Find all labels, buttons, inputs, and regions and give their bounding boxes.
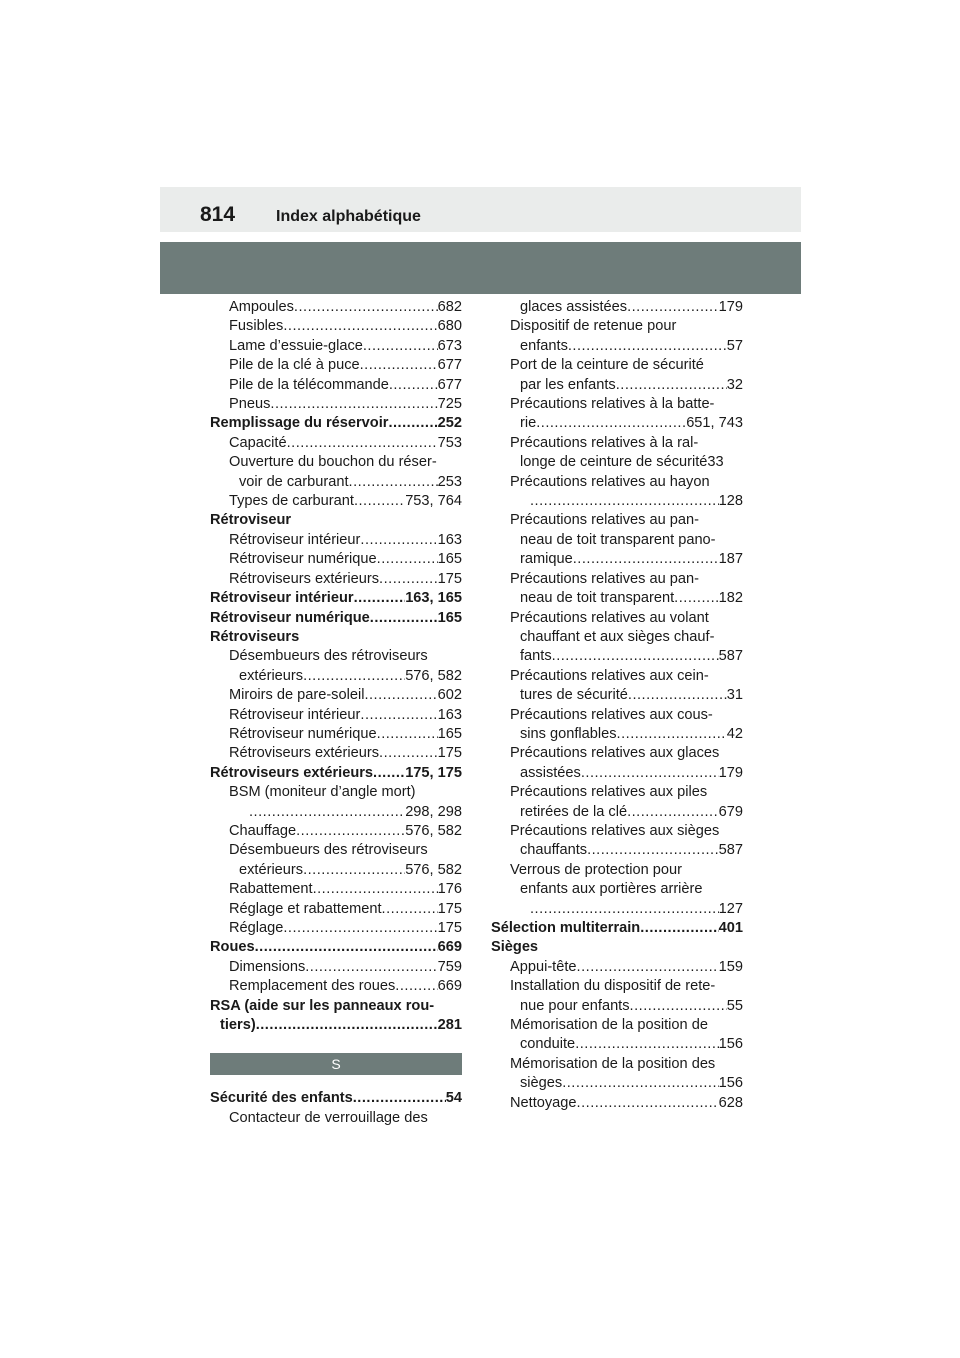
index-entry — [210, 550, 462, 569]
entry-page-ref: 587 — [718, 842, 743, 859]
index-column-right — [491, 298, 743, 1113]
entry-term: Pneus — [229, 396, 271, 413]
entry-term: Appui-tête — [510, 958, 577, 975]
entry-dot-leader — [363, 337, 438, 356]
entry-dot-leader — [354, 589, 406, 608]
entry-page-ref: 253 — [437, 473, 462, 490]
entry-term: Ampoules — [229, 299, 294, 315]
entry-page-ref: 165 — [437, 609, 462, 626]
entry-page-ref: 175 — [437, 570, 462, 587]
entry-term: Rétroviseur numérique — [210, 609, 370, 626]
entry-page-ref: 128 — [718, 493, 743, 510]
entry-dot-leader — [283, 919, 437, 938]
entry-term: Pile de la télécommande — [229, 376, 389, 393]
index-line: Contacteur de verrouillage des — [229, 1109, 428, 1126]
index-entry — [491, 550, 743, 569]
index-entry — [210, 376, 462, 395]
entry-term: Rétroviseur numérique — [229, 725, 377, 742]
entry-page-ref: 677 — [437, 376, 462, 393]
entry-term: Pile de la clé à puce — [229, 357, 360, 374]
entry-term: rie — [520, 415, 537, 432]
index-entry — [210, 317, 462, 336]
entry-term: Dimensions — [229, 958, 306, 975]
index-entry — [210, 337, 462, 356]
entry-dot-leader — [640, 919, 718, 938]
entry-page-ref: 753, 764 — [405, 493, 462, 510]
entry-dot-leader — [303, 667, 405, 686]
index-entry — [210, 822, 462, 841]
entry-page-ref: 163 — [437, 706, 462, 723]
entry-term: voir de carburant — [239, 473, 349, 490]
section-letter-header: S — [210, 1053, 462, 1075]
entry-term: Roues — [210, 939, 255, 956]
index-entry — [491, 376, 743, 395]
index-entry — [210, 706, 462, 725]
index-line: Installation du dispositif de rete- — [510, 978, 716, 995]
index-entry — [491, 337, 743, 356]
entry-page-ref: 179 — [718, 299, 743, 315]
entry-term: Nettoyage — [510, 1094, 577, 1111]
entry-page-ref: 576, 582 — [405, 667, 462, 684]
entry-dot-leader — [256, 1016, 438, 1035]
entry-term: Chauffage — [229, 822, 297, 839]
entry-dot-leader — [674, 589, 718, 608]
entry-term: extérieurs — [239, 667, 304, 684]
entry-dot-leader — [581, 764, 719, 783]
entry-page-ref: 179 — [718, 764, 743, 781]
entry-page-ref: 54 — [445, 1090, 462, 1107]
index-entry — [491, 492, 743, 511]
index-line: BSM (moniteur d’angle mort) — [229, 784, 416, 801]
index-entry — [210, 764, 462, 783]
entry-dot-leader — [382, 900, 438, 919]
index-line: Précautions relatives aux cein- — [510, 667, 709, 684]
entry-term: Rétroviseur intérieur — [210, 590, 354, 607]
entry-dot-leader — [630, 997, 727, 1016]
index-entry — [210, 900, 462, 919]
index-entry — [210, 919, 462, 938]
index-line: Précautions relatives au pan- — [510, 570, 700, 587]
index-entry — [210, 744, 462, 763]
entry-dot-leader — [395, 977, 437, 996]
entry-page-ref: 679 — [718, 803, 743, 820]
index-line: neau de toit transparent pano- — [520, 531, 716, 548]
index-entry — [491, 589, 743, 608]
index-entry — [210, 570, 462, 589]
entry-term: sins gonflables — [520, 725, 617, 742]
index-entry — [491, 686, 743, 705]
entry-dot-leader — [577, 1094, 719, 1113]
entry-page-ref: 281 — [437, 1017, 462, 1034]
entry-term: Capacité — [229, 434, 287, 451]
entry-dot-leader — [373, 764, 405, 783]
entry-dot-leader — [349, 473, 438, 492]
index-entry — [210, 861, 462, 880]
index-entry — [491, 803, 743, 822]
entry-page-ref: 673 — [437, 337, 462, 354]
index-entry — [491, 414, 743, 433]
index-entry — [210, 880, 462, 899]
index-entry — [210, 609, 462, 628]
entry-term: Rabattement — [229, 881, 313, 898]
entry-term: tures de sécurité — [520, 687, 628, 704]
entry-term: assistées — [520, 764, 581, 781]
entry-term: Rétroviseurs extérieurs — [229, 745, 380, 762]
index-entry — [491, 958, 743, 977]
entry-page-ref: 669 — [437, 939, 462, 956]
entry-term: Sécurité des enfants — [210, 1090, 353, 1107]
entry-dot-leader — [255, 938, 438, 957]
entry-term: glaces assistées — [520, 299, 628, 315]
entry-page-ref: 725 — [437, 396, 462, 413]
entry-dot-leader — [587, 841, 719, 860]
entry-dot-leader — [379, 570, 438, 589]
entry-dot-leader — [530, 900, 719, 919]
entry-page-ref: 165 — [437, 551, 462, 568]
index-entry — [491, 919, 743, 938]
entry-dot-leader — [388, 414, 437, 433]
entry-page-ref: 651, 743 — [686, 415, 743, 432]
entry-term: Rétroviseur intérieur — [229, 706, 361, 723]
index-line: Mémorisation de la position des — [510, 1055, 716, 1072]
index-line: Ouverture du bouchon du réser- — [229, 454, 437, 471]
header-decor-bar — [160, 242, 801, 294]
index-entry — [491, 1035, 743, 1054]
entry-page-ref: 187 — [718, 551, 743, 568]
entry-page-ref: 156 — [718, 1075, 743, 1092]
entry-term: Types de carburant — [229, 493, 354, 510]
entry-dot-leader — [616, 376, 727, 395]
entry-page-ref: 175, 175 — [405, 764, 462, 781]
entry-term: Rétroviseurs extérieurs — [210, 764, 374, 781]
entry-term: chauffants — [520, 842, 588, 859]
index-line: Précautions relatives à la batte- — [510, 396, 715, 413]
entry-dot-leader — [617, 725, 727, 744]
entry-page-ref: 759 — [437, 958, 462, 975]
entry-term: Réglage et rabattement — [229, 900, 382, 917]
index-entry — [210, 938, 462, 957]
entry-dot-leader — [627, 803, 719, 822]
entry-term: nue pour enfants — [520, 997, 630, 1014]
entry-term: tiers) — [220, 1017, 256, 1034]
entry-page-ref: 576, 582 — [405, 861, 462, 878]
entry-term: Miroirs de pare-soleil — [229, 687, 365, 704]
index-entry — [210, 1016, 462, 1035]
entry-dot-leader — [389, 376, 438, 395]
entry-dot-leader — [627, 298, 719, 317]
entry-page-ref: 175 — [437, 920, 462, 936]
index-entry — [210, 356, 462, 375]
entry-dot-leader — [296, 822, 405, 841]
index-line: RSA (aide sur les panneaux rou- — [210, 997, 435, 1014]
index-entry — [210, 531, 462, 550]
entry-term: Sélection multiterrain — [491, 920, 641, 936]
entry-dot-leader — [360, 356, 438, 375]
entry-term: Fusibles — [229, 318, 284, 335]
entry-page-ref: 587 — [718, 648, 743, 665]
entry-dot-leader — [287, 434, 438, 453]
entry-page-ref: 298, 298 — [405, 803, 462, 820]
entry-page-ref: 163, 165 — [405, 590, 462, 607]
entry-dot-leader — [552, 647, 719, 666]
entry-dot-leader — [364, 686, 437, 705]
index-line: Précautions relatives au hayon — [510, 473, 710, 490]
entry-page-ref: 669 — [437, 978, 462, 995]
entry-dot-leader — [249, 803, 405, 822]
entry-page-ref: 57 — [726, 337, 743, 354]
index-entry — [210, 803, 462, 822]
entry-dot-leader — [536, 414, 686, 433]
entry-dot-leader — [530, 492, 719, 511]
entry-dot-leader — [628, 686, 727, 705]
index-entry — [210, 958, 462, 977]
entry-dot-leader — [360, 706, 437, 725]
entry-page-ref: 159 — [718, 958, 743, 975]
index-entry — [210, 492, 462, 511]
index-entry — [491, 647, 743, 666]
entry-page-ref: 682 — [437, 299, 462, 315]
entry-term: conduite — [520, 1036, 576, 1053]
entry-page-ref: 401 — [718, 920, 743, 936]
entry-term: neau de toit transparent — [520, 590, 675, 607]
entry-page-ref: 175 — [437, 900, 462, 917]
index-entry — [210, 725, 462, 744]
entry-term: fants — [520, 648, 552, 665]
entry-dot-leader — [313, 880, 438, 899]
entry-page-ref: 182 — [718, 590, 743, 607]
index-line: Précautions relatives aux cous- — [510, 706, 713, 723]
index-line: chauffant et aux sièges chauf- — [520, 628, 715, 645]
index-line: Précautions relatives à la ral- — [510, 434, 699, 451]
entry-page-ref: 680 — [437, 318, 462, 335]
entry-page-ref: 175 — [437, 745, 462, 762]
entry-dot-leader — [305, 958, 437, 977]
index-line: Port de la ceinture de sécurité — [510, 357, 704, 374]
entry-term: Rétroviseurs extérieurs — [229, 570, 380, 587]
entry-dot-leader — [575, 1035, 718, 1054]
index-entry — [491, 1094, 743, 1113]
index-entry — [491, 298, 743, 317]
index-line: longe de ceinture de sécurité33 — [520, 454, 724, 471]
entry-dot-leader — [270, 395, 437, 414]
entry-dot-leader — [377, 550, 438, 569]
index-line: enfants aux portières arrière — [520, 881, 703, 898]
index-line: Précautions relatives aux sièges — [510, 822, 720, 839]
index-line: Précautions relatives aux piles — [510, 784, 708, 801]
index-line: Désembueurs des rétroviseurs — [229, 842, 428, 859]
index-entry — [210, 473, 462, 492]
index-line: Désembueurs des rétroviseurs — [229, 648, 428, 665]
entry-page-ref: 602 — [437, 687, 462, 704]
entry-term: sièges — [520, 1075, 563, 1092]
entry-page-ref: 576, 582 — [405, 822, 462, 839]
entry-page-ref: 32 — [726, 376, 743, 393]
entry-term: enfants — [520, 337, 568, 354]
index-entry — [210, 589, 462, 608]
index-entry — [210, 1089, 462, 1108]
index-line: Rétroviseur — [210, 512, 292, 529]
index-line: Rétroviseurs — [210, 628, 300, 645]
index-entry — [491, 997, 743, 1016]
index-entry — [210, 298, 462, 317]
entry-term: Réglage — [229, 920, 284, 936]
entry-dot-leader — [303, 861, 405, 880]
entry-page-ref: 156 — [718, 1036, 743, 1053]
entry-term: Remplissage du réservoir — [210, 415, 389, 432]
index-line: Mémorisation de la position de — [510, 1017, 708, 1034]
entry-page-ref: 55 — [726, 997, 743, 1014]
page-header-band — [160, 187, 801, 232]
entry-dot-leader — [577, 958, 719, 977]
entry-page-ref: 31 — [726, 687, 743, 704]
entry-term: retirées de la clé — [520, 803, 628, 820]
index-entry — [491, 725, 743, 744]
entry-dot-leader — [283, 317, 437, 336]
entry-page-ref: 628 — [718, 1094, 743, 1111]
entry-dot-leader — [354, 492, 405, 511]
entry-term: Rétroviseur intérieur — [229, 531, 361, 548]
index-entry — [491, 900, 743, 919]
entry-page-ref: 163 — [437, 531, 462, 548]
page-number: 814 — [200, 203, 236, 226]
entry-dot-leader — [573, 550, 719, 569]
entry-term: extérieurs — [239, 861, 304, 878]
index-line: Précautions relatives au pan- — [510, 512, 700, 529]
index-entry — [491, 841, 743, 860]
entry-page-ref: 677 — [437, 357, 462, 374]
entry-dot-leader — [568, 337, 727, 356]
entry-term: ramique — [520, 551, 573, 568]
index-entry — [491, 1074, 743, 1093]
entry-page-ref: 176 — [437, 881, 462, 898]
entry-page-ref: 165 — [437, 725, 462, 742]
index-entry — [210, 434, 462, 453]
entry-page-ref: 252 — [437, 415, 462, 432]
entry-dot-leader — [377, 725, 438, 744]
index-line: Verrous de protection pour — [510, 861, 682, 878]
entry-dot-leader — [353, 1089, 446, 1108]
index-entry — [210, 686, 462, 705]
entry-dot-leader — [370, 609, 438, 628]
entry-term: Remplacement des roues — [229, 978, 396, 995]
entry-dot-leader — [379, 744, 438, 763]
entry-page-ref: 42 — [726, 725, 743, 742]
entry-page-ref: 753 — [437, 434, 462, 451]
index-entry — [210, 414, 462, 433]
index-entry — [491, 764, 743, 783]
index-line: Sièges — [491, 939, 539, 956]
index-entry — [210, 977, 462, 996]
entry-term: Lame d’essuie-glace — [229, 337, 363, 354]
index-entry — [210, 667, 462, 686]
entry-dot-leader — [294, 298, 438, 317]
entry-dot-leader — [360, 531, 437, 550]
index-column-left — [210, 298, 462, 1128]
entry-term: par les enfants — [520, 376, 616, 393]
entry-dot-leader — [562, 1074, 718, 1093]
page-title: Index alphabétique — [276, 208, 421, 225]
index-entry — [210, 395, 462, 414]
index-line: Précautions relatives au volant — [510, 609, 709, 626]
entry-page-ref: 127 — [718, 900, 743, 917]
entry-term: Rétroviseur numérique — [229, 551, 377, 568]
index-line: Précautions relatives aux glaces — [510, 745, 720, 762]
index-line: Dispositif de retenue pour — [510, 318, 677, 335]
